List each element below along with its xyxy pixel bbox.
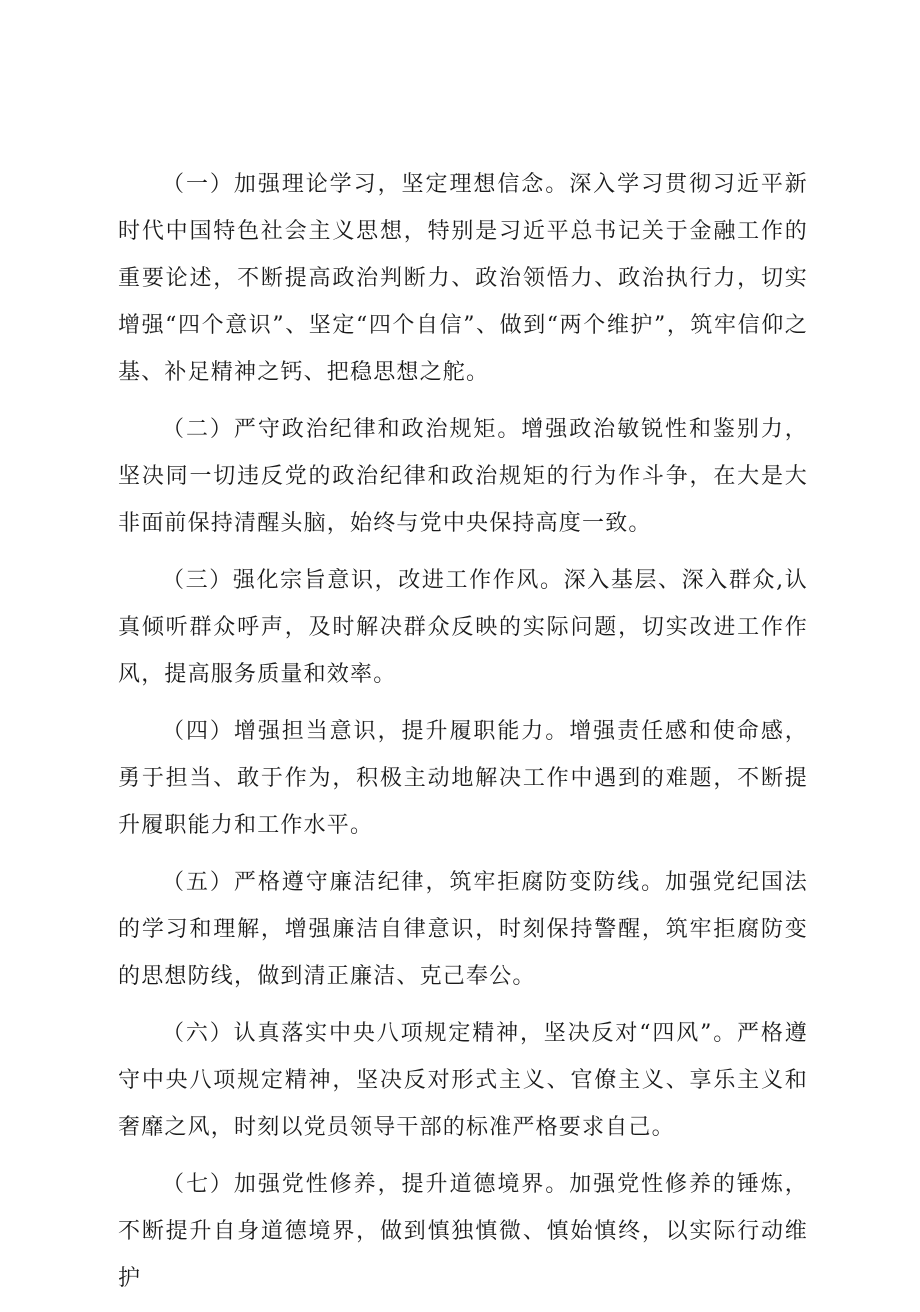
paragraph-3: （三）强化宗旨意识，改进工作作风。深入基层、深入群众,认真倾听群众呼声，及时解决群众反映的实际问题，切实改进工作作风，提高服务质量和效率。: [118, 568, 808, 687]
paragraph-5: （五）严格遵守廉洁纪律，筑牢拒腐防变防线。加强党纪国法的学习和理解，增强廉洁自律意识，时刻保持警醒，筑牢拒腐防变的思想防线，做到清正廉洁、克己奉公。: [118, 870, 808, 989]
document-body: [118, 161, 808, 1312]
paragraph-4: （四）增强担当意识，提升履职能力。增强责任感和使命感，勇于担当、敢于作为，积极主动地解决工作中遇到的难题，不断提升履职能力和工作水平。: [118, 719, 808, 838]
paragraph-1: （一）加强理论学习，坚定理想信念。深入学习贯彻习近平新时代中国特色社会主义思想，特别是习近平总书记关于金融工作的重要论述，不断提高政治判断力、政治领悟力、政治执行力，切实增强“四个意识”、坚定“四个自信”、做到“两个维护”，筑牢信仰之基、补足精神之钙、把稳思想之舵。: [118, 172, 808, 385]
paragraph-6: （六）认真落实中央八项规定精神，坚决反对“四风”。严格遵守中央八项规定精神，坚决反对形式主义、官僚主义、享乐主义和奢靡之风，时刻以党员领导干部的标准严格要求自己。: [118, 1021, 808, 1140]
paragraph-2: （二）严守政治纪律和政治规矩。增强政治敏锐性和鉴别力，坚决同一切违反党的政治纪律和政治规矩的行为作斗争，在大是大非面前保持清醒头脑，始终与党中央保持高度一致。: [118, 417, 808, 536]
paragraph-7: （七）加强党性修养，提升道德境界。加强党性修养的锤炼，不断提升自身道德境界，做到慎独慎微、慎始慎终，以实际行动维护: [118, 1172, 808, 1291]
